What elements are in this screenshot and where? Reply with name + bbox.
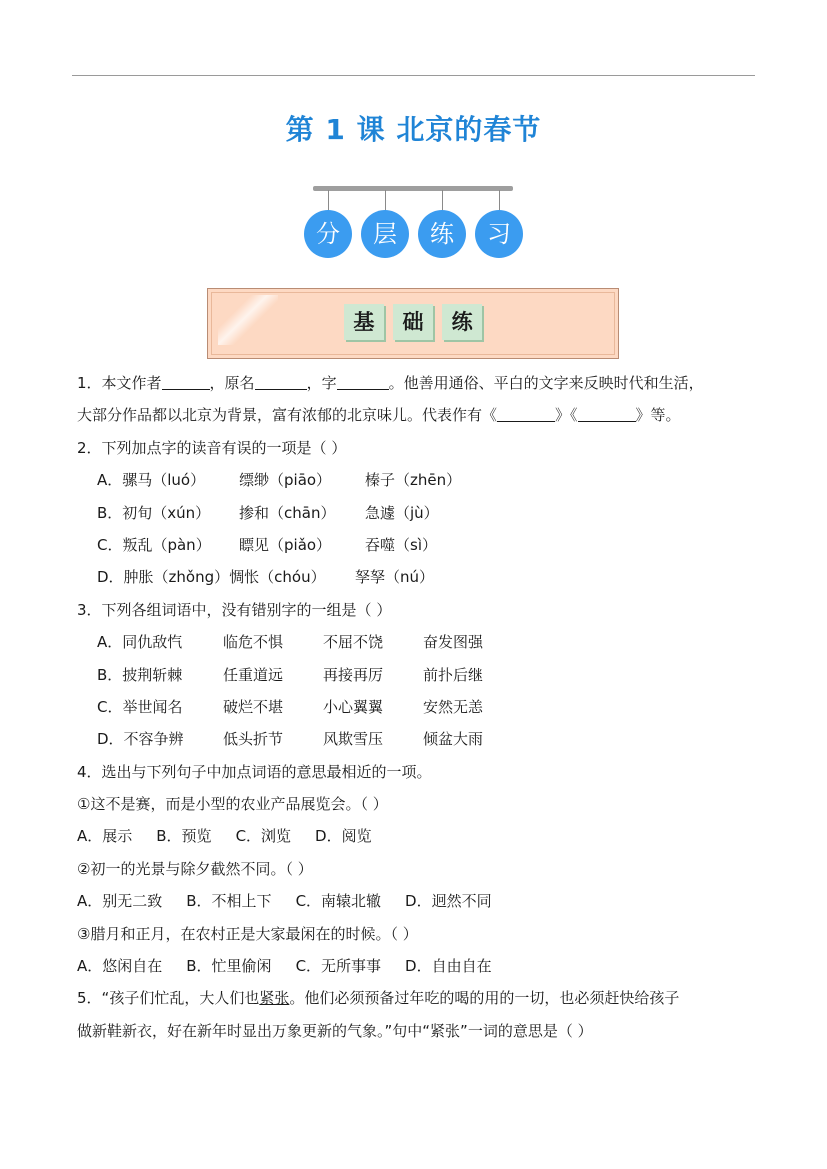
question-list xyxy=(77,367,757,1047)
option[interactable]: B．忙里偷闲 xyxy=(186,957,272,976)
question-3-option-b[interactable]: B．披荆斩棘 任重道远 再接再厉 前扑后继 xyxy=(97,665,484,684)
question-5-line-1: 5．“孩子们忙乱，大人们也紧张。他们必须预备过年吃的喝的用的一切，也必须赶快给孩子 xyxy=(77,989,680,1008)
banner-circle-1: 分 xyxy=(304,210,352,258)
underlined-word: 紧张 xyxy=(259,989,290,1008)
option[interactable]: A．别无二致 xyxy=(77,892,163,911)
question-2-option-c[interactable]: C．叛乱（pàn） 瞟见（piǎo） 吞噬（sì） xyxy=(97,535,437,554)
question-2-option-a[interactable]: A．骡马（luó） 缥缈（piāo） 榛子（zhēn） xyxy=(97,471,462,490)
banner-circle-4: 习 xyxy=(475,210,523,258)
header-rule xyxy=(72,75,755,76)
question-4-options-2 xyxy=(77,885,757,917)
section-char: 基 xyxy=(344,304,384,340)
question-2-option-b[interactable]: B．初旬（xún） 掺和（chān） 急遽（jù） xyxy=(97,503,439,522)
banner-string xyxy=(442,190,443,212)
question-2-option-d[interactable]: D．肿胀（zhǒng）惆怅（chóu） 孥孥（nú） xyxy=(97,568,435,587)
section-heading-basic xyxy=(207,288,619,359)
question-4-sentence-2: ②初一的光景与除夕截然不同。（ ） xyxy=(77,859,313,878)
question-4-stem: 4．选出与下列句子中加点词语的意思最相近的一项。 xyxy=(77,762,432,781)
option[interactable]: D．阅览 xyxy=(315,827,372,846)
question-3-option-d[interactable]: D．不容争辨 低头折节 风欺雪压 倾盆大雨 xyxy=(97,730,484,749)
banner-string xyxy=(328,190,329,212)
layered-practice-banner xyxy=(303,182,525,266)
question-2-stem: 2．下列加点字的读音有误的一项是（ ） xyxy=(77,438,347,457)
answer-blank[interactable] xyxy=(578,403,636,422)
answer-blank[interactable] xyxy=(162,371,210,390)
option[interactable]: D．自由自在 xyxy=(405,957,492,976)
option[interactable]: B．预览 xyxy=(156,827,212,846)
banner-circle-3: 练 xyxy=(418,210,466,258)
section-char: 础 xyxy=(393,304,433,340)
section-char: 练 xyxy=(442,304,482,340)
question-1-line-1: 1．本文作者 ，原名 ，字 。他善用通俗、平白的文字来反映时代和生活， xyxy=(77,367,757,399)
banner-rail xyxy=(313,186,513,191)
page-title: 第 1 课 北京的春节 xyxy=(285,113,542,146)
question-3-stem: 3．下列各组词语中，没有错别字的一组是（ ） xyxy=(77,600,392,619)
question-5-line-2: 做新鞋新衣，好在新年时显出万象更新的气象。”句中“紧张”一词的意思是（ ） xyxy=(77,1021,593,1040)
banner-string xyxy=(499,190,500,212)
option[interactable]: B．不相上下 xyxy=(186,892,272,911)
question-4-sentence-1: ①这不是赛，而是小型的农业产品展览会。（ ） xyxy=(77,795,388,814)
answer-blank[interactable] xyxy=(337,371,389,390)
option[interactable]: C．无所事事 xyxy=(295,957,382,976)
question-1-line-2: 大部分作品都以北京为背景，富有浓郁的北京味儿。代表作有《 》《 》等。 xyxy=(77,399,757,431)
option[interactable]: C．南辕北辙 xyxy=(295,892,382,911)
question-4-options-1 xyxy=(77,820,757,852)
option[interactable]: D．迥然不同 xyxy=(405,892,492,911)
question-3-option-c[interactable]: C．举世闻名 破烂不堪 小心翼翼 安然无恙 xyxy=(97,697,484,716)
question-4-sentence-3: ③腊月和正月，在农村正是大家最闲在的时候。（ ） xyxy=(77,924,418,943)
option[interactable]: A．悠闲自在 xyxy=(77,957,163,976)
question-4-options-3 xyxy=(77,950,757,982)
answer-blank[interactable] xyxy=(497,403,555,422)
banner-circle-2: 层 xyxy=(361,210,409,258)
answer-blank[interactable] xyxy=(255,371,307,390)
question-3-option-a[interactable]: A．同仇敌忾 临危不惧 不屈不饶 奋发图强 xyxy=(97,633,484,652)
option[interactable]: A．展示 xyxy=(77,827,133,846)
banner-string xyxy=(385,190,386,212)
option[interactable]: C．浏览 xyxy=(235,827,292,846)
